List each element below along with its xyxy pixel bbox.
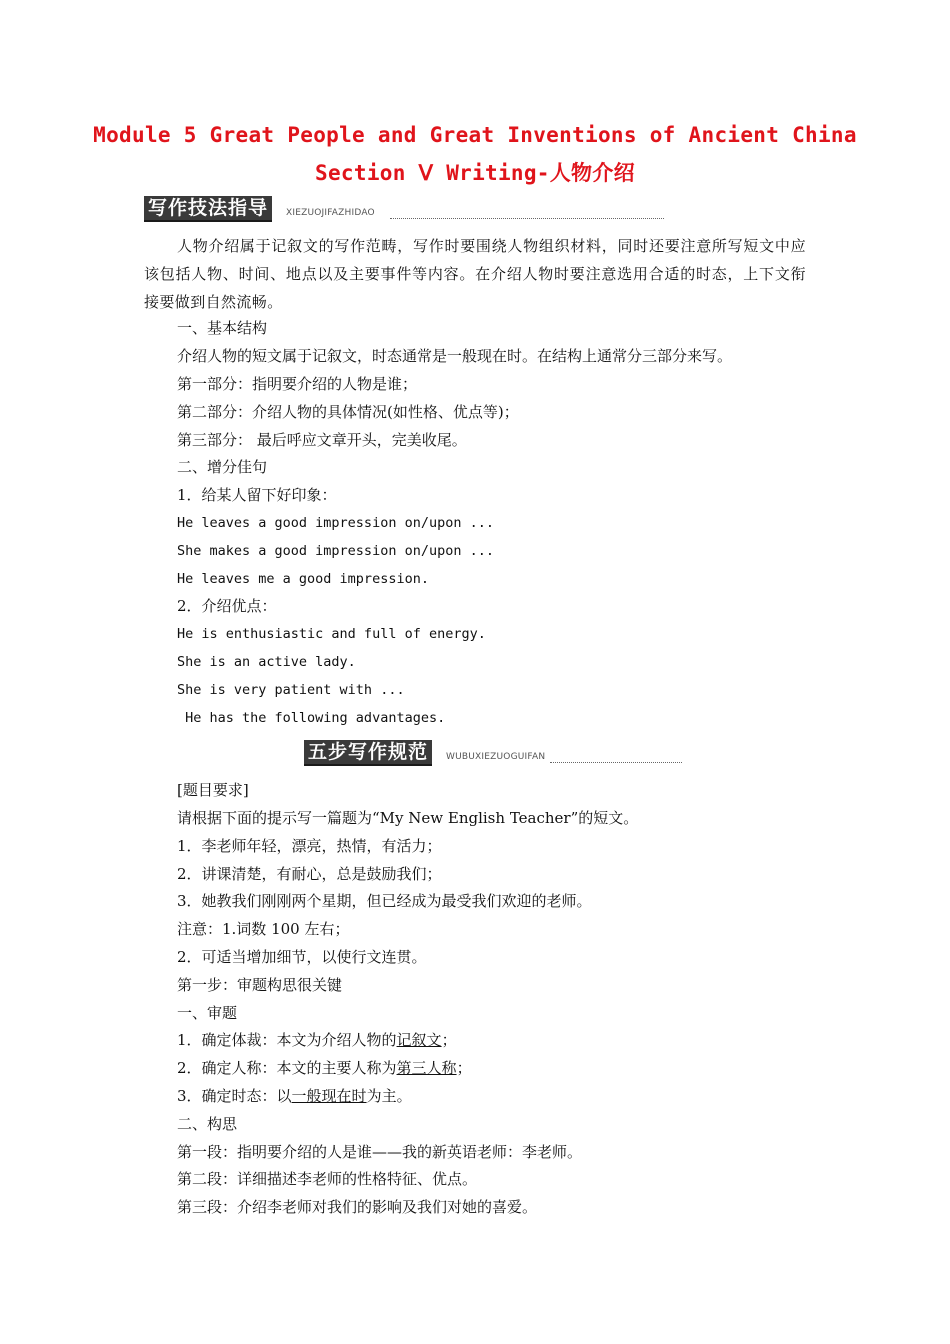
structure-desc: 介绍人物的短文属于记叙文，时态通常是一般现在时。在结构上通常分三部分来写。 <box>177 347 733 365</box>
phrase-7: He has the following advantages. <box>177 710 446 726</box>
structure-part3: 第三部分： 最后呼应文章开头，完美收尾。 <box>177 431 467 449</box>
phrase-2: She makes a good impression on/upon ... <box>177 543 494 559</box>
phrase-3: He leaves me a good impression. <box>177 571 429 587</box>
step1-heading: 第一步：审题构思很关键 <box>177 976 343 994</box>
phrase-4: He is enthusiastic and full of energy. <box>177 626 486 642</box>
steps-banner-label: 五步写作规范 <box>304 740 432 766</box>
task-point-1: 1．李老师年轻，漂亮，热情，有活力； <box>177 837 442 855</box>
analysis-heading: 一、审题 <box>177 1004 238 1022</box>
phrases-heading: 二、增分佳句 <box>177 458 268 476</box>
analysis-genre: 1．确定体裁：本文为介绍人物的记叙文； <box>177 1031 457 1049</box>
task-prompt: 请根据下面的提示写一篇题为“My New English Teacher”的短文。 <box>177 809 639 827</box>
document-title: Module 5 Great People and Great Inventions of Ancient China <box>93 123 857 147</box>
task-note-2: 2．可适当增加细节，以使行文连贯。 <box>177 948 427 966</box>
skills-banner-divider <box>390 218 664 219</box>
analysis-person: 2．确定人称：本文的主要人称为第三人称； <box>177 1059 472 1077</box>
skills-banner <box>144 196 524 222</box>
outline-heading: 二、构思 <box>177 1115 238 1133</box>
outline-para-3: 第三段：介绍李老师对我们的影响及我们对她的喜爱。 <box>177 1198 538 1216</box>
steps-banner <box>304 740 684 766</box>
outline-para-2: 第二段：详细描述李老师的性格特征、优点。 <box>177 1170 478 1188</box>
task-note-1: 注意：1.词数 100 左右； <box>177 920 350 938</box>
outline-para-1: 第一段：指明要介绍的人是谁——我的新英语老师：李老师。 <box>177 1143 583 1161</box>
structure-heading: 一、基本结构 <box>177 319 268 337</box>
intro-paragraph: 人物介绍属于记叙文的写作范畴，写作时要围绕人物组织材料，同时还要注意所写短文中应该包括人物、时间、地点以及主要事件等内容。在介绍人物时要注意选用合适的时态，上下文衔接要做到自然流畅。 <box>144 237 806 311</box>
phrases-sub1: 1．给某人留下好印象： <box>177 486 337 504</box>
phrase-6: She is very patient with ... <box>177 682 405 698</box>
section-title: Section Ⅴ Writing-人物介绍 <box>315 161 635 185</box>
steps-banner-divider <box>550 762 682 763</box>
phrases-sub2: 2．介绍优点： <box>177 597 277 615</box>
structure-part2: 第二部分：介绍人物的具体情况(如性格、优点等)； <box>177 403 519 421</box>
skills-banner-label: 写作技法指导 <box>144 196 272 222</box>
genre-answer: 记叙文 <box>396 1031 442 1049</box>
structure-part1: 第一部分：指明要介绍的人物是谁； <box>177 375 418 393</box>
tense-answer: 一般现在时 <box>291 1087 367 1105</box>
task-label: [题目要求] <box>177 781 249 799</box>
task-point-2: 2．讲课清楚，有耐心，总是鼓励我们； <box>177 865 442 883</box>
person-answer: 第三人称 <box>396 1059 457 1077</box>
skills-banner-pinyin: XIEZUOJIFAZHIDAO <box>286 208 375 218</box>
analysis-tense: 3．确定时态：以一般现在时为主。 <box>177 1087 412 1105</box>
phrase-5: She is an active lady. <box>177 654 356 670</box>
steps-banner-pinyin: WUBUXIEZUOGUIFAN <box>446 752 546 762</box>
phrase-1: He leaves a good impression on/upon ... <box>177 515 494 531</box>
task-point-3: 3．她教我们刚刚两个星期，但已经成为最受我们欢迎的老师。 <box>177 892 592 910</box>
